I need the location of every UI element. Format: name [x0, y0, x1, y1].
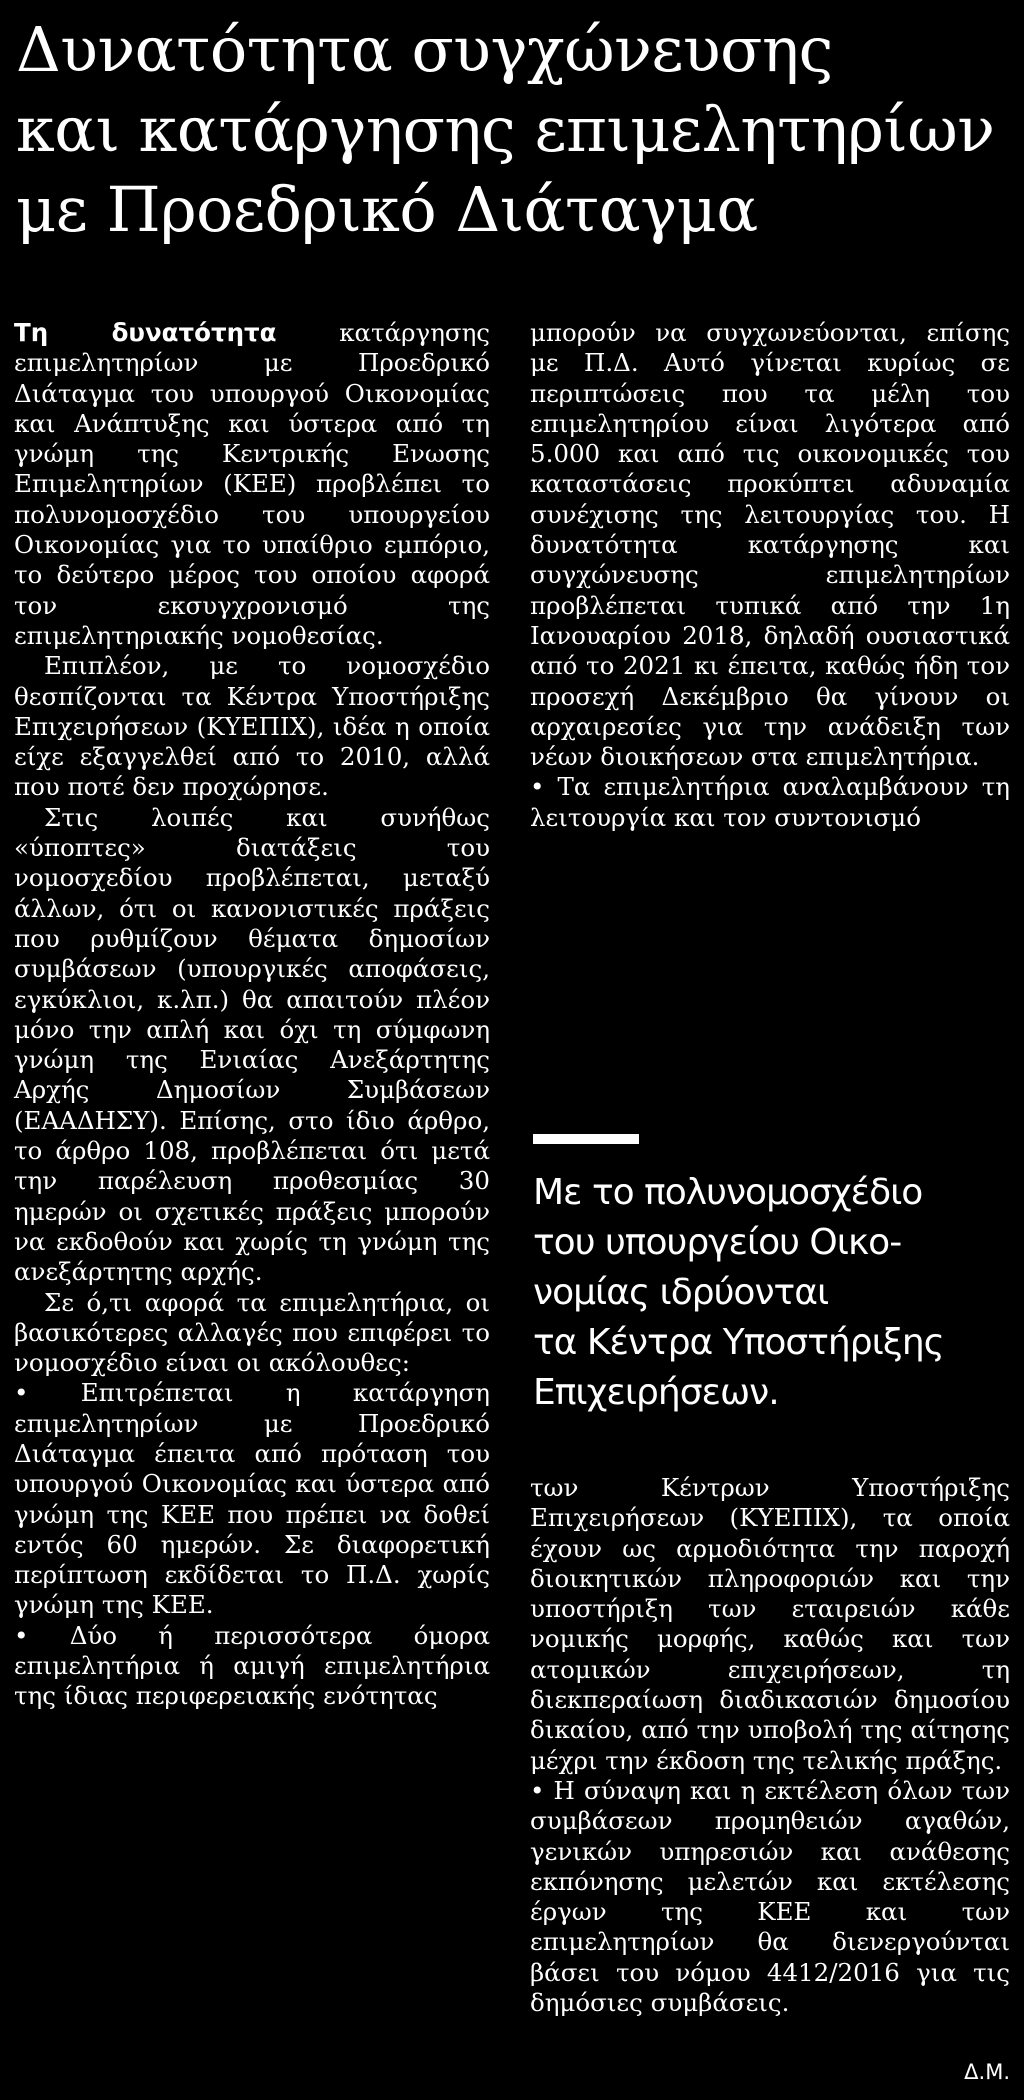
- pullquote-line: του υπουργείου Οικο-: [533, 1222, 902, 1263]
- left-column: [14, 318, 490, 1712]
- author-signature: Δ.Μ.: [964, 2060, 1010, 2084]
- paragraph: Επιπλέον, με το νομοσχέδιο θεσπίζονται τα Κέντρα Υποστήριξης Επιχειρήσεων (ΚΥΕΠΙΧ), ιδέα η οποία είχε εξαγγελθεί από το 2010, αλλά που ποτέ δεν προχώρησε.: [14, 651, 490, 802]
- paragraph: Σε ό,τι αφορά τα επιμελητήρια, οι βασικότερες αλλαγές που επιφέρει το νομοσχέδιο είναι οι ακόλουθες:: [14, 1287, 490, 1378]
- article-headline: [16, 10, 1016, 250]
- paragraph: των Κέντρων Υποστήριξης Επιχειρήσεων (ΚΥΕΠΙΧ), τα οποία έχουν ως αρμοδιότητα την παροχή διοικητικών πληροφοριών και την υποστήριξη των εταιρειών κάθε νομικής μορφής, καθώς και των ατομικών επιχειρήσεων, τη διεκπεραίωση διαδικασιών δημοσίου δικαίου, από την υποβολή της αίτησης μέχρι την έκδοση της τελικής πράξης.: [530, 1473, 1010, 1775]
- headline-line: και κατάργησης επιμελητηρίων: [16, 93, 995, 166]
- paragraph: [14, 318, 490, 651]
- right-column: [530, 318, 1010, 833]
- headline-line: με Προεδρικό Διάταγμα: [16, 173, 758, 246]
- pullquote-rule: [533, 1134, 639, 1144]
- bullet-item: • Δύο ή περισσότερα όμορα επιμελητήρια ή αμιγή επιμελητήρια της ίδιας περιφερειακής ενότητας: [14, 1620, 490, 1711]
- paragraph-text: κατάργησης επιμελητηρίων με Προεδρικό Διάταγμα του υπουργού Οικονομίας και Ανάπτυξης και ύστερα από τη γνώμη της Κεντρικής Ενωσης Επιμελητηρίων (ΚΕΕ) προβλέπει το πολυνομοσχέδιο του υπουργείου Οικονομίας για το υπαίθριο εμπόριο, το δεύτερο μέρος του οποίου αφορά τον εκσυγχρονισμό της επιμελητηριακής νομοθεσίας.: [14, 318, 490, 650]
- bullet-item: • Επιτρέπεται η κατάργηση επιμελητηρίων με Προεδρικό Διάταγμα έπειτα από πρόταση του υπουργού Οικονομίας και ύστερα από γνώμη της ΚΕΕ που πρέπει να δοθεί εντός 60 ημερών. Σε διαφορετική περίπτωση εκδίδεται το Π.Δ. χωρίς γνώμη της ΚΕΕ.: [14, 1378, 490, 1620]
- pullquote-line: τα Κέντρα Υποστήριξης: [533, 1322, 944, 1363]
- lead-in: Τη δυνατότητα: [14, 318, 277, 347]
- pull-quote: [533, 1168, 993, 1418]
- bullet-item: • Τα επιμελητήρια αναλαμβάνουν τη λειτουργία και τον συντονισμό: [530, 772, 1010, 832]
- pullquote-line: Επιχειρήσεων.: [533, 1372, 779, 1413]
- headline-line: Δυνατότητα συγχώνευσης: [16, 13, 833, 86]
- pullquote-line: Με το πολυνομοσχέδιο: [533, 1172, 923, 1213]
- pullquote-line: νομίας ιδρύονται: [533, 1272, 829, 1313]
- right-column-lower: [530, 1473, 1010, 2018]
- bullet-item: • Η σύναψη και η εκτέλεση όλων των συμβάσεων προμηθειών αγαθών, γενικών υπηρεσιών και ανάθεσης εκπόνησης μελετών και εκτέλεσης έργων της ΚΕΕ και των επιμελητηρίων θα διενεργούνται βάσει του νόμου 4412/2016 για τις δημόσιες συμβάσεις.: [530, 1775, 1010, 2018]
- paragraph: Στις λοιπές και συνήθως «ύποπτες» διατάξεις του νομοσχεδίου προβλέπεται, μεταξύ άλλων, ότι οι κανονιστικές πράξεις που ρυθμίζουν θέματα δημοσίων συμβάσεων (υπουργικές αποφάσεις, εγκύκλιοι, κ.λπ.) θα απαιτούν πλέον μόνο την απλή και όχι τη σύμφωνη γνώμη της Ενιαίας Ανεξάρτητης Αρχής Δημοσίων Συμβάσεων (ΕΑΑΔΗΣΥ). Επίσης, στο ίδιο άρθρο, το άρθρο 108, προβλέπεται ότι μετά την παρέλευση προθεσμίας 30 ημερών οι σχετικές πράξεις μπορούν να εκδοθούν και χωρίς τη γνώμη της ανεξάρτητης αρχής.: [14, 802, 490, 1287]
- paragraph: μπορούν να συγχωνεύονται, επίσης με Π.Δ. Αυτό γίνεται κυρίως σε περιπτώσεις που τα μέλη του επιμελητηρίου είναι λιγότερα από 5.000 και από τις οικονομικές του καταστάσεις προκύπτει αδυναμία συνέχισης της λειτουργίας του. Η δυνατότητα κατάργησης και συγχώνευσης επιμελητηρίων προβλέπεται τυπικά από την 1η Ιανουαρίου 2018, δηλαδή ουσιαστικά από το 2021 κι έπειτα, καθώς ήδη τον προσεχή Δεκέμβριο θα γίνουν οι αρχαιρεσίες για την ανάδειξη των νέων διοικήσεων στα επιμελητήρια.: [530, 318, 1010, 772]
